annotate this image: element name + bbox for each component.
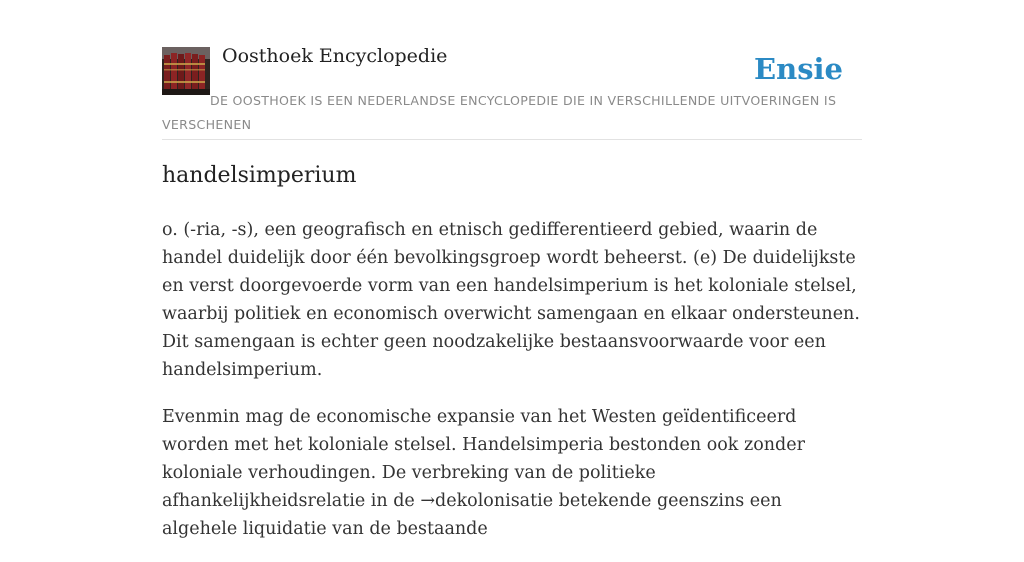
entry-paragraph-1: o. (-ria, -s), een geografisch en etnisch gedifferentieerd gebied, waarin de handel duidelijk door één bevolkingsgroep wordt beheerst. (e) De duidelijkste en verst doorgevoerde vorm van een handelsimperium is het koloniale stelsel, waarbij politiek en economisch overwicht samengaan en elkaar ondersteunen. Dit samengaan is echter geen noodzakelijke bestaansvoorwaarde voor een handelsimperium. — [162, 220, 860, 380]
site-logo[interactable] — [162, 47, 210, 95]
entry-title: handelsimperium — [162, 163, 357, 188]
site-title[interactable]: Oosthoek Encyclopedie — [222, 45, 448, 67]
brand-logo-link[interactable]: Ensie — [754, 52, 843, 86]
paragraph-2-text-start: Evenmin mag de economische expansie van het Westen geïdentificeerd worden met het koloniale stelsel. Handelsimperia bestonden ook zonder koloniale verhoudingen. De verbreking van de politieke afhankelijkheidsrelatie in de — [162, 407, 805, 511]
paragraph-2-text-end: betekende geenszins een algehele liquidatie van de bestaande — [162, 491, 782, 539]
header-divider — [162, 139, 862, 140]
entry-paragraph-2 — [162, 403, 862, 543]
cross-reference-link-dekolonisatie[interactable]: →dekolonisatie — [420, 491, 554, 511]
entry-body — [162, 216, 862, 562]
encyclopedia-books-icon — [162, 47, 210, 95]
site-tagline: DE OOSTHOEK IS EEN NEDERLANDSE ENCYCLOPEDIE DIE IN VERSCHILLENDE UITVOERINGEN IS VERSCHENEN — [162, 93, 837, 132]
